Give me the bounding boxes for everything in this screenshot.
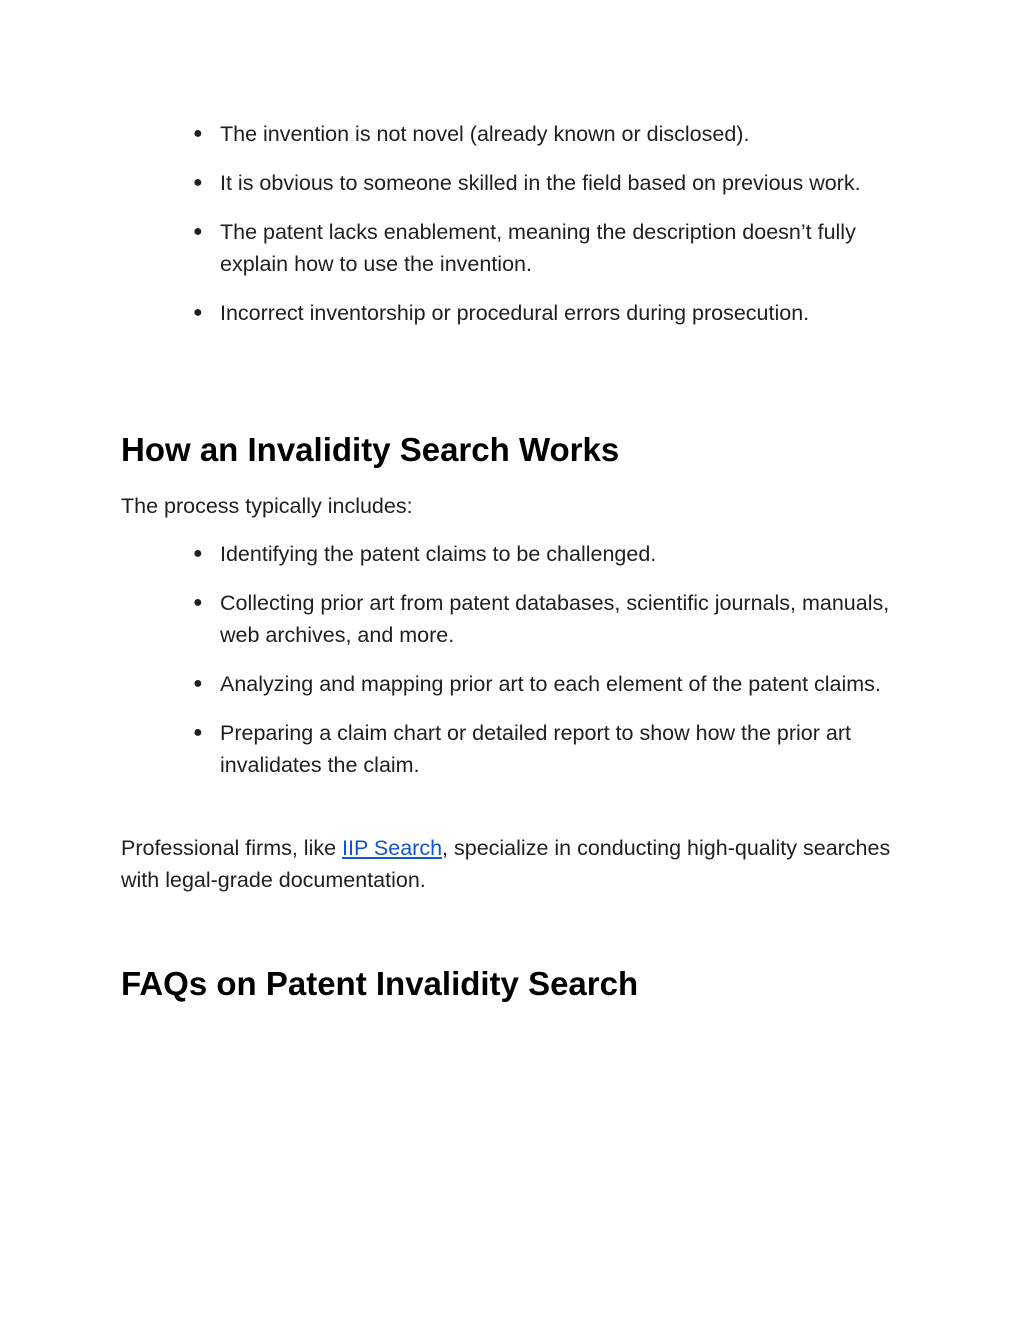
list-item-text: Collecting prior art from patent databases, scientific journals, manuals, web archives, and more.: [220, 591, 890, 647]
iip-search-link[interactable]: IIP Search: [342, 836, 443, 860]
bullet-icon: ●: [193, 545, 203, 562]
list-item-text: The invention is not novel (already known or disclosed).: [220, 122, 750, 146]
list-item-text: Analyzing and mapping prior art to each element of the patent claims.: [220, 672, 881, 696]
list-item-text: The patent lacks enablement, meaning the description doesn’t fully explain how to use the invention.: [220, 220, 856, 276]
list-item: [190, 587, 890, 651]
bullet-icon: ●: [193, 174, 203, 191]
bullet-icon: ●: [193, 724, 203, 741]
firms-text-after: , specialize in conducting high-quality searches with legal-grade documentation.: [121, 836, 891, 892]
list-item-text: Preparing a claim chart or detailed report to show how the prior art invalidates the claim.: [220, 721, 851, 777]
section-heading-how: How an Invalidity Search Works: [121, 431, 620, 468]
process-intro-text: The process typically includes:: [121, 494, 413, 518]
list-item: [190, 167, 890, 199]
section-heading-faq: FAQs on Patent Invalidity Search: [121, 965, 639, 1002]
list-item: [190, 297, 890, 329]
bullet-icon: ●: [193, 125, 203, 142]
bullet-icon: ●: [193, 675, 203, 692]
bullet-icon: ●: [193, 594, 203, 611]
list-item-text: Incorrect inventorship or procedural errors during prosecution.: [220, 301, 810, 325]
invalidity-reasons-list: [190, 118, 890, 346]
list-item-text: Identifying the patent claims to be challenged.: [220, 542, 657, 566]
list-item-text: It is obvious to someone skilled in the field based on previous work.: [220, 171, 861, 195]
list-item: [190, 668, 890, 700]
list-item: [190, 216, 890, 280]
bullet-icon: ●: [193, 304, 203, 321]
firms-text-before: Professional firms, like: [121, 836, 343, 860]
list-item: [190, 538, 890, 570]
bullet-icon: ●: [193, 223, 203, 240]
list-item: [190, 717, 890, 781]
firms-paragraph: [121, 832, 901, 896]
process-steps-list: [190, 538, 890, 798]
list-item: [190, 118, 890, 150]
